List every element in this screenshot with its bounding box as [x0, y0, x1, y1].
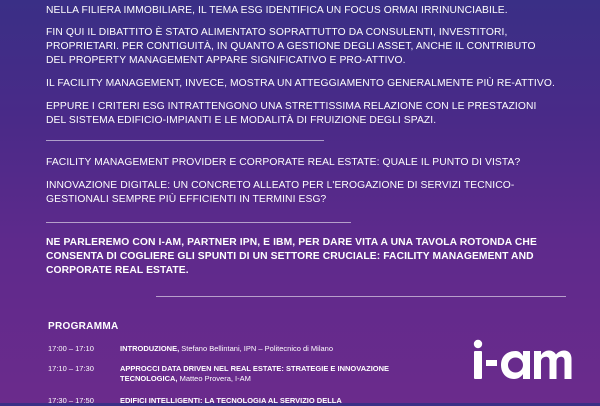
question-1: FACILITY MANAGEMENT PROVIDER E CORPORATE REAL ESTATE: QUALE IL PUNTO DI VISTA?: [46, 157, 521, 168]
program-description: [120, 364, 410, 384]
divider-2: [46, 222, 351, 223]
program-session-title: INTRODUZIONE,: [120, 344, 180, 353]
program-speaker: Matteo Provera, I-AM: [179, 374, 251, 383]
highlight-paragraph: NE PARLEREMO CON I-AM, PARTNER IPN, E IBM, PER DARE VITA A UNA TAVOLA ROTONDA CHE CONSENTA DI COGLIERE GLI SPUNTI DI UN SETTORE CRUCIALE: FACILITY MANAGEMENT AND CORPORATE REAL ESTATE.: [46, 237, 537, 276]
program-session-title: APPROCCI DATA DRIVEN NEL REAL ESTATE: STRATEGIE E INNOVAZIONE TECNOLOGICA,: [120, 364, 390, 383]
program-time: 17:30 – 17:50: [48, 396, 94, 405]
question-2: INNOVAZIONE DIGITALE: UN CONCRETO ALLEATO PER L'EROGAZIONE DI SERVIZI TECNICO-GESTIONALI SEMPRE PIÙ EFFICIENTI IN TERMINI ESG?: [46, 180, 515, 205]
divider-1: [46, 140, 324, 141]
paragraph-1: NELLA FILIERA IMMOBILIARE, IL TEMA ESG IDENTIFICA UN FOCUS ORMAI IRRINUNCIABILE.: [46, 5, 508, 16]
i-am-logo: [472, 336, 572, 384]
program-title: PROGRAMMA: [48, 321, 119, 332]
program-time: 17:00 – 17:10: [48, 344, 94, 353]
program-time: 17:10 – 17:30: [48, 364, 94, 373]
paragraph-4: EPPURE I CRITERI ESG INTRATTENGONO UNA STRETTISSIMA RELAZIONE CON LE PRESTAZIONI DEL SISTEMA EDIFICIO-IMPIANTI E LE MODALITÀ DI FRUIZIONE DEGLI SPAZI.: [46, 101, 537, 126]
program-description: [120, 344, 410, 354]
paragraph-2: FIN QUI IL DIBATTITO È STATO ALIMENTATO SOPRATTUTTO DA CONSULENTI, INVESTITORI, PROPRIETARI. PER CONTIGUITÀ, IN QUANTO A GESTIONE DEGLI ASSET, ANCHE IL CONTRIBUTO DEL PROPERTY MANAGEMENT APPARE SIGNIFICATIVO E PRO-ATTIVO.: [46, 27, 536, 66]
divider-3: [156, 296, 566, 297]
paragraph-3: IL FACILITY MANAGEMENT, INVECE, MOSTRA UN ATTEGGIAMENTO GENERALMENTE PIÙ RE-ATTIVO.: [46, 78, 555, 89]
program-speaker: Stefano Bellintani, IPN – Politecnico di Milano: [181, 344, 334, 353]
program-description: [120, 396, 410, 406]
program-session-title: EDIFICI INTELLIGENTI: LA TECNOLOGIA AL SERVIZIO DELLA: [120, 396, 342, 405]
